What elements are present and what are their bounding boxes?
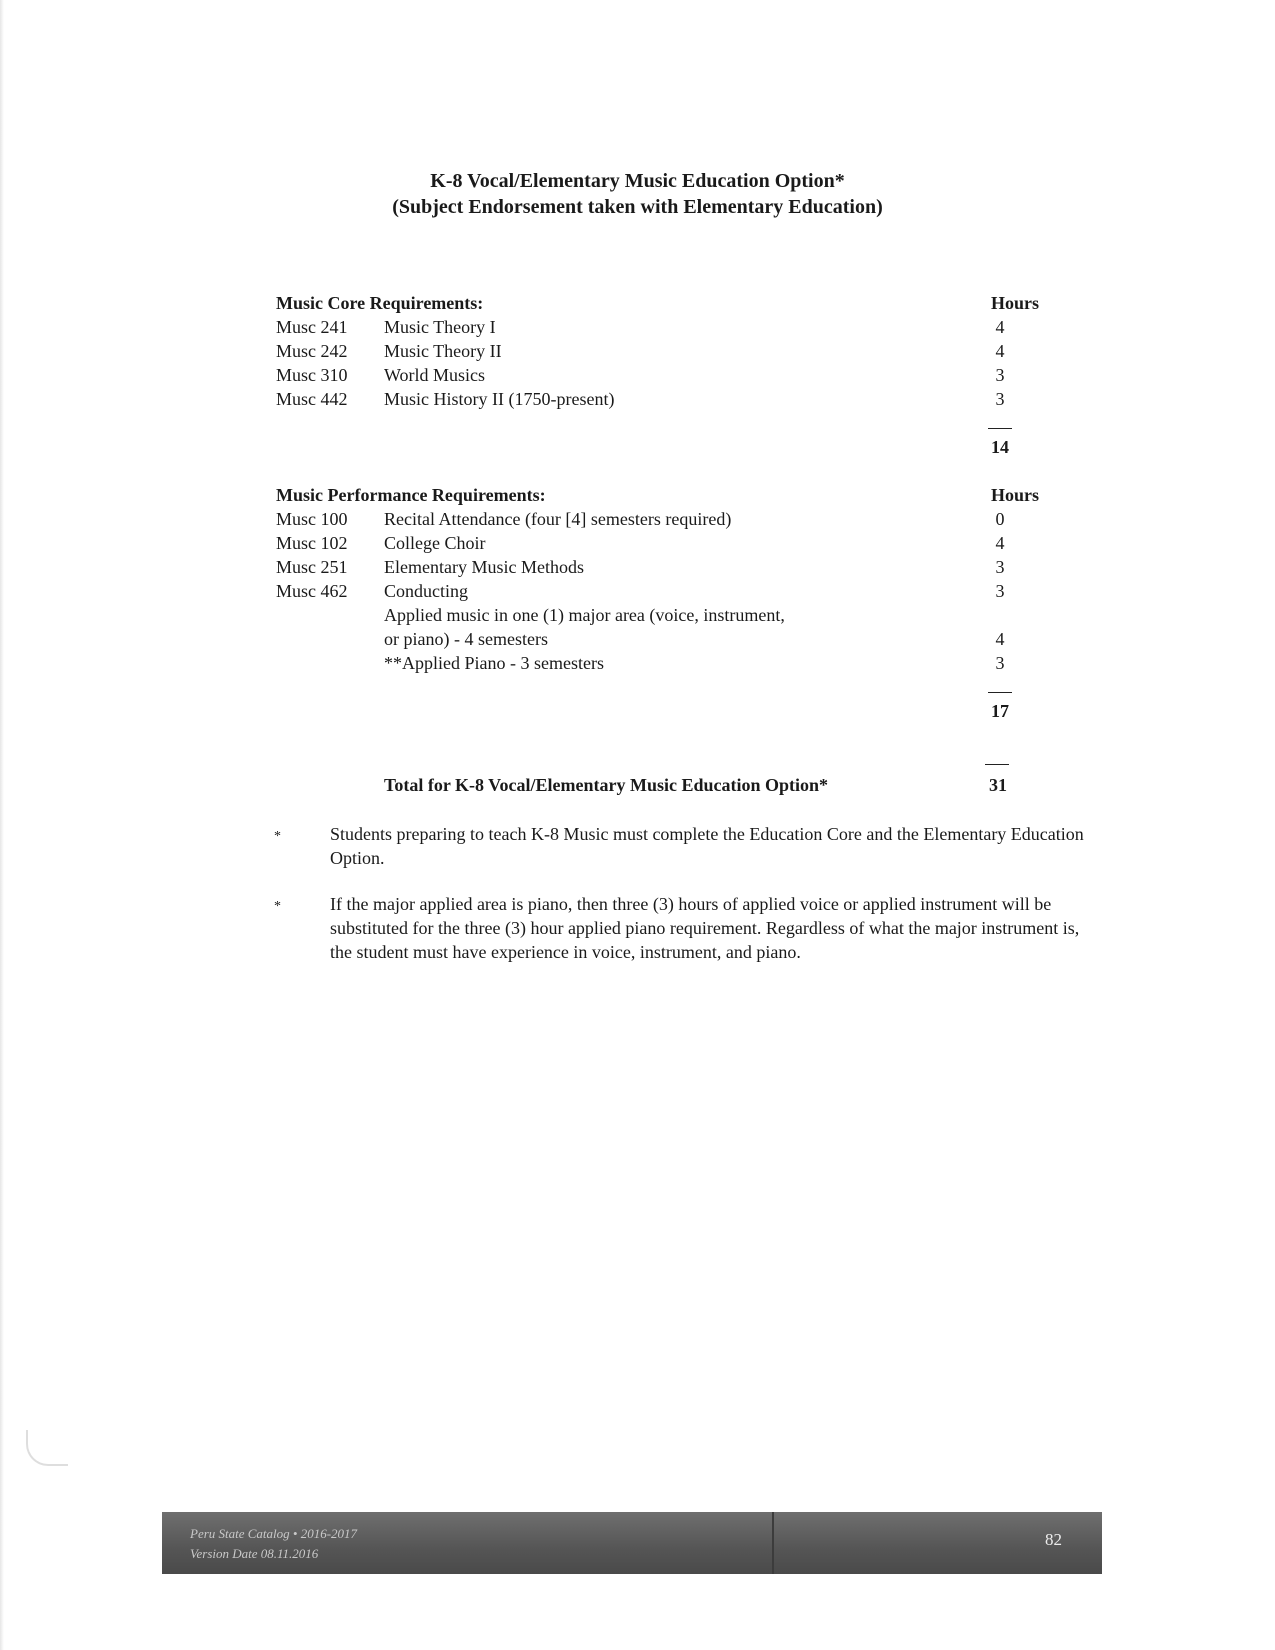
applied-music-hours: 4 [995, 629, 1005, 649]
page-edge [0, 0, 4, 1650]
subtotal-rule [988, 692, 1012, 693]
course-hours: 3 [995, 557, 1005, 577]
page-title: K-8 Vocal/Elementary Music Education Option* [430, 170, 845, 192]
course-code: Musc 442 [276, 389, 348, 409]
core-hours-header: Hours [990, 293, 1039, 313]
course-title: Music Theory I [384, 317, 496, 337]
applied-music-line1: Applied music in one (1) major area (voice, instrument, [384, 605, 785, 625]
total-rule [985, 764, 1009, 765]
course-hours: 3 [995, 581, 1005, 601]
course-code: Musc 102 [276, 533, 348, 553]
core-subtotal: 14 [991, 437, 1009, 457]
performance-hours-header: Hours [990, 485, 1039, 505]
course-hours: 0 [995, 509, 1005, 529]
course-hours: 3 [995, 365, 1005, 385]
course-hours: 3 [995, 389, 1005, 409]
course-hours: 4 [995, 317, 1005, 337]
course-title: Recital Attendance (four [4] semesters required) [384, 509, 732, 529]
footer-bar [162, 1512, 1102, 1574]
footnote-text: Students preparing to teach K-8 Music must complete the Education Core and the Elementary Education Option. [330, 824, 1084, 868]
course-code: Musc 242 [276, 341, 348, 361]
footer-catalog-line: Peru State Catalog • 2016-2017 [190, 1526, 358, 1541]
footer-version-line: Version Date 08.11.2016 [190, 1546, 319, 1561]
course-title: Music Theory II [384, 341, 502, 361]
course-code: Musc 251 [276, 557, 348, 577]
course-title: Music History II (1750-present) [384, 389, 615, 409]
applied-music-line2: or piano) - 4 semesters [384, 629, 548, 649]
footnote-mark: * [274, 899, 281, 914]
core-heading: Music Core Requirements: [276, 293, 484, 313]
course-code: Musc 462 [276, 581, 348, 601]
course-hours: 4 [995, 533, 1005, 553]
course-title: Conducting [384, 581, 468, 601]
applied-piano-title: **Applied Piano - 3 semesters [384, 653, 604, 673]
footer-divider [772, 1512, 774, 1574]
course-title: Elementary Music Methods [384, 557, 584, 577]
scan-artifact [26, 1430, 68, 1466]
total-value: 31 [989, 775, 1007, 795]
subtotal-rule [988, 428, 1012, 429]
course-code: Musc 241 [276, 317, 348, 337]
total-label: Total for K-8 Vocal/Elementary Music Education Option* [384, 775, 829, 795]
footnote-text: If the major applied area is piano, then three (3) hours of applied voice or applied instrument will be substituted for the three (3) hour applied piano requirement. Regardless of what the major instrument is, the student must have experience in voice, instrument, and piano. [330, 894, 1080, 962]
performance-heading: Music Performance Requirements: [276, 485, 546, 505]
page-number: 82 [1045, 1530, 1062, 1549]
course-code: Musc 310 [276, 365, 348, 385]
course-code: Musc 100 [276, 509, 348, 529]
performance-subtotal: 17 [991, 701, 1009, 721]
applied-piano-hours: 3 [995, 653, 1005, 673]
course-title: World Musics [384, 365, 486, 385]
course-hours: 4 [995, 341, 1005, 361]
course-title: College Choir [384, 533, 486, 553]
page-subtitle: (Subject Endorsement taken with Elementary Education) [392, 196, 883, 218]
footnote-mark: * [274, 829, 281, 844]
